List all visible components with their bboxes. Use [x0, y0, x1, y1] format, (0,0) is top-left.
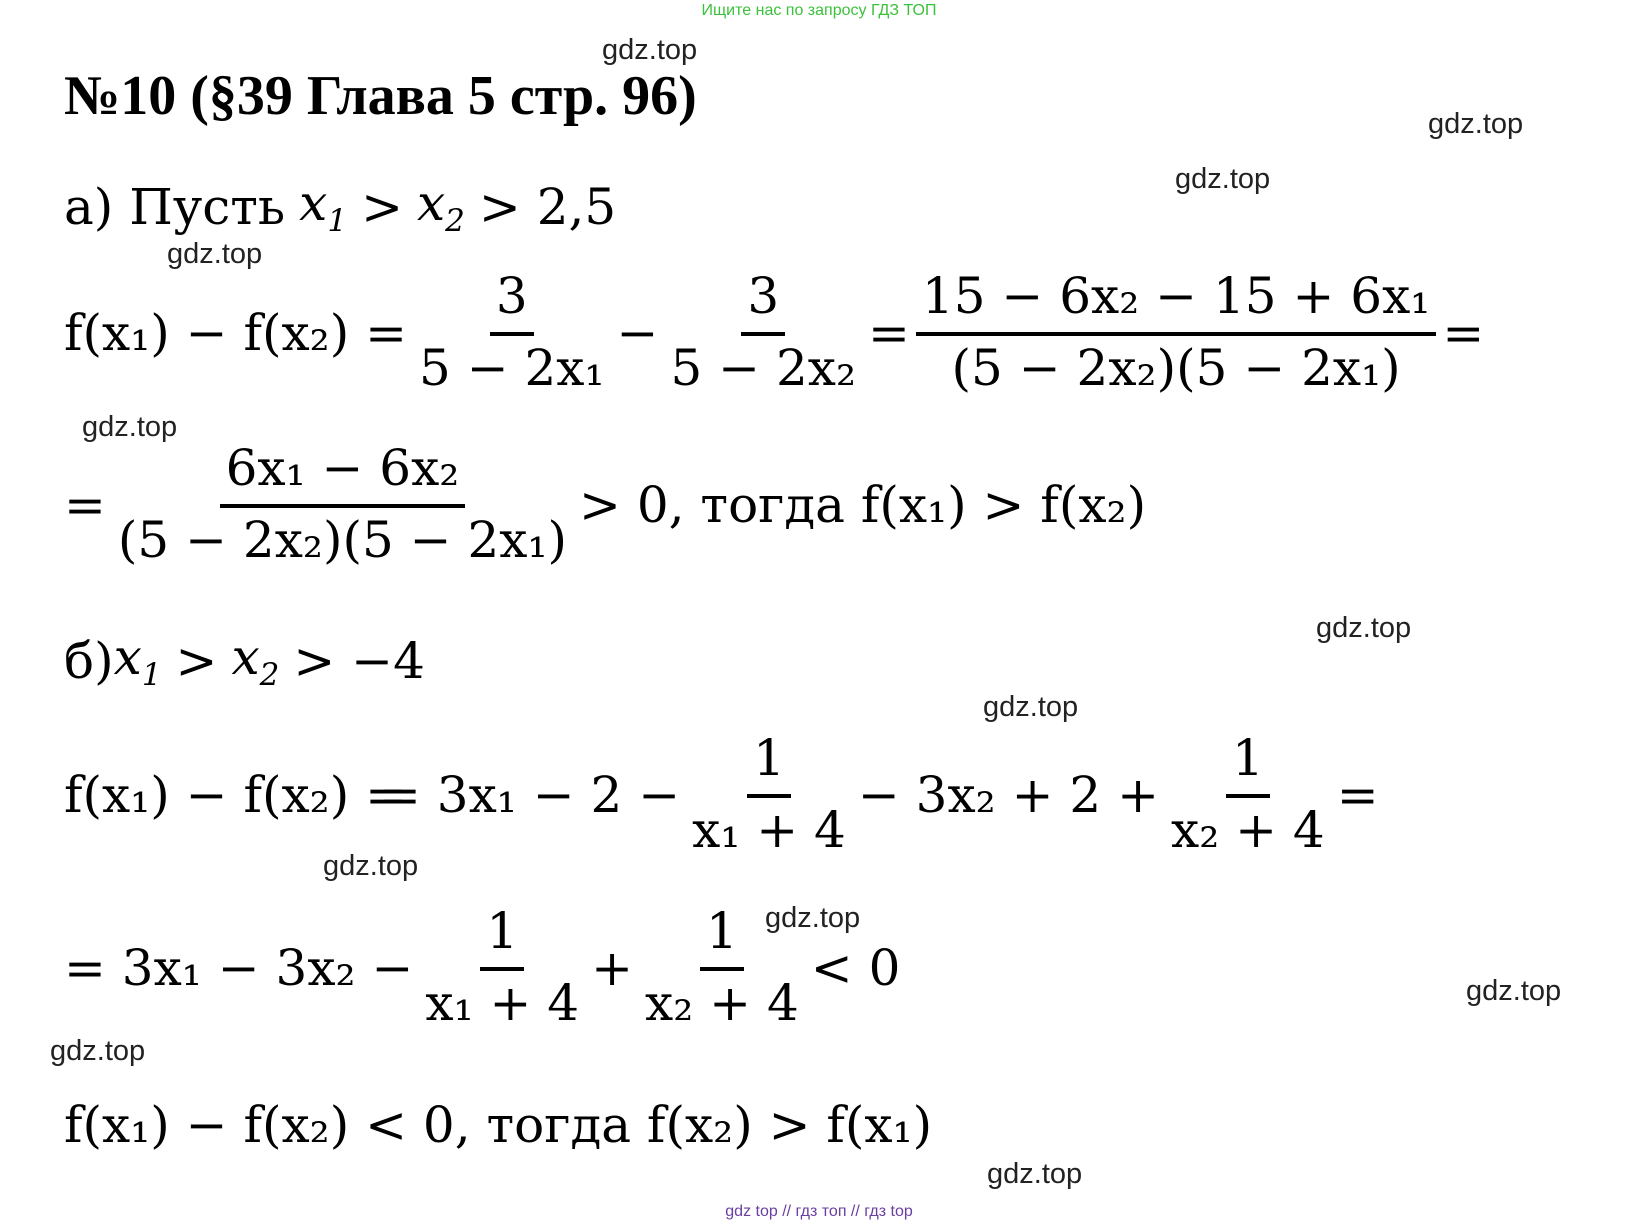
part-b-equation-2: = 3x₁ − 3x₂ − $\frac{1}{\text{x₁ + 4}}$ + $\frac{1}{\text{x₂ + 4}}$ < 0 [64, 902, 901, 1032]
fraction: $\frac{\text{6x₁ − 6x₂}}{\text{(5 − 2x₂)(5 − 2x₁)}}$ [117, 439, 568, 569]
part-a-conclusion: > 0, тогда f(x₁) > f(x₂) [579, 475, 1147, 534]
watermark: gdz.top [1175, 163, 1271, 195]
var-x2: $x_2$ [231, 628, 280, 693]
fraction: $\frac{\text{15 − 6x₂ − 15 + 6x₁}}{\text{(5 − 2x₂)(5 − 2x₁)}}$ [916, 268, 1436, 397]
part-a-label: а) Пусть [64, 178, 286, 237]
bottom-banner: gdz top // гдз топ // гдз top [725, 1203, 913, 1220]
watermark: gdz.top [983, 691, 1079, 723]
watermark: gdz.top [1316, 612, 1412, 644]
watermark: gdz.top [323, 850, 419, 882]
part-b-conclusion: f(x₁) − f(x₂) < 0, тогда f(x₂) > f(x₁) [64, 1096, 933, 1154]
fraction: $\frac{1}{\text{x₂ + 4}}$ [645, 902, 799, 1032]
watermark: gdz.top [765, 902, 861, 934]
fraction: $\frac{3}{\text{5 − 2x₁}}$ [419, 267, 605, 397]
part-a-bound: > 2,5 [478, 178, 617, 237]
lhs-expression: f(x₁) − f(x₂) = [64, 303, 407, 362]
part-a-condition [64, 174, 617, 239]
top-banner: Ищите нас по запросу ГДЗ ТОП [701, 2, 937, 19]
watermark: gdz.top [1428, 108, 1524, 140]
fraction: $\frac{1}{\text{x₂ + 4}}$ [1171, 729, 1325, 859]
var-x1: $x_1$ [299, 174, 348, 239]
part-b-equation-1: f(x₁) − f(x₂) = = 3x₁ − 2 − $\frac{1}{\text{x₁ + 4}}$ − 3x₂ + 2 + $\frac{1}{\text{x₂ + 4}}$ = [64, 729, 1379, 859]
watermark: gdz.top [167, 238, 263, 270]
fraction: $\frac{1}{\text{x₁ + 4}}$ [425, 902, 580, 1032]
watermark: gdz.top [987, 1158, 1083, 1190]
watermark: gdz.top [1466, 975, 1562, 1007]
part-b-label: б) [64, 632, 114, 691]
part-a-equation-1: f(x₁) − f(x₂) = $\frac{3}{\text{5 − 2x₁}}$ − $\frac{3}{\text{5 − 2x₂}}$ = $\frac{\text{15 − 6x₂ − 15 + 6x₁}}{\text{(5 − 2x₂)(5 − 2x₁)}}$ = [64, 267, 1485, 397]
var-x2: $x_2$ [416, 174, 465, 239]
problem-title: №10 (§39 Глава 5 стр. 96) [64, 65, 697, 127]
gt-sign: > [361, 178, 403, 237]
watermark: gdz.top [50, 1035, 146, 1067]
part-b-bound: > −4 [293, 632, 425, 691]
watermark: gdz.top [602, 34, 698, 66]
fraction: $\frac{3}{\text{5 − 2x₂}}$ [670, 267, 856, 397]
watermark: gdz.top [82, 411, 178, 443]
part-b-condition: б) $x_1$ > $x_2$ > −4 [64, 628, 425, 693]
part-a-equation-2: = $\frac{\text{6x₁ − 6x₂}}{\text{(5 − 2x₂)(5 − 2x₁)}}$ > 0, тогда f(x₁) > f(x₂) [64, 439, 1147, 569]
fraction: $\frac{1}{\text{x₁ + 4}}$ [692, 729, 846, 859]
var-x1: $x_1$ [113, 628, 162, 693]
